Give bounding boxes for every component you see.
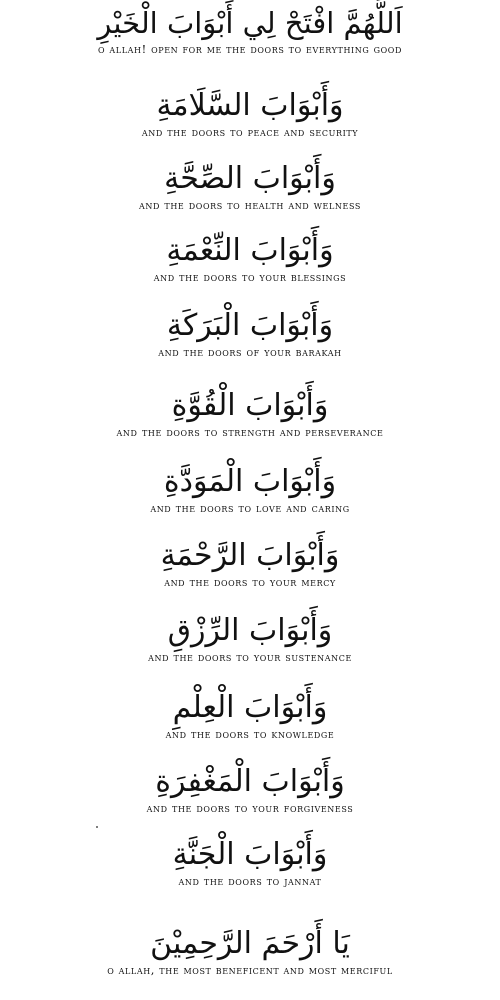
dua-verse [0,307,500,360]
dua-verse [0,689,500,742]
english-translation: and the doors to peace and security [141,125,359,139]
arabic-line: وَأَبْوَابَ الرَّحْمَةِ [160,538,340,573]
english-translation: and the doors of your barakah [158,345,342,359]
arabic-line: وَأَبْوَابَ الْجَنَّةِ [172,837,328,872]
arabic-line: وَأَبْوَابَ الصِّحَّةِ [164,161,336,196]
arabic-line: وَأَبْوَابَ الْمَوَدَّةِ [163,464,337,499]
english-translation: and the doors to jannat [178,874,322,888]
dua-verse [0,387,500,440]
english-translation: and the doors to strength and perseverance [116,425,384,439]
english-translation: and the doors to your forgiveness [146,801,354,815]
english-translation: and the doors to your blessings [153,270,347,284]
arabic-line: وَأَبْوَابَ الْبَرَكَةِ [166,308,334,343]
english-translation: o allah, the most beneficent and most merciful [107,963,393,977]
arabic-line: وَأَبْوَابَ الْعِلْمِ [172,690,328,725]
closing-verse [0,925,500,978]
dua-verse [0,4,500,57]
dua-verse [0,612,500,665]
english-translation: and the doors to your mercy [164,575,336,589]
dua-verse [0,836,500,889]
english-translation: and the doors to love and caring [150,501,350,515]
arabic-line: وَأَبْوَابَ السَّلَامَةِ [156,88,344,123]
ink-speck [96,826,98,828]
arabic-line: وَأَبْوَابَ الْقُوَّةِ [171,388,329,423]
arabic-line: اَللَّهُمَّ افْتَحْ لِي أَبْوَابَ الْخَيْرِ [97,6,403,40]
english-translation: and the doors to health and welness [139,198,361,212]
dua-verse [0,763,500,816]
english-translation: and the doors to your sustenance [148,650,352,664]
arabic-line: وَأَبْوَابَ الرِّزْقِ [167,613,333,648]
dua-verse [0,463,500,516]
arabic-line: يَا أَرْحَمَ الرَّحِمِيْنَ [150,926,350,961]
english-translation: and the doors to knowledge [165,727,335,741]
arabic-line: وَأَبْوَابَ النِّعْمَةِ [166,233,334,268]
dua-verse [0,232,500,285]
dua-verse [0,160,500,213]
arabic-line: وَأَبْوَابَ الْمَغْفِرَةِ [155,764,345,799]
english-translation: o allah! open for me the doors to everything good [98,42,402,56]
dua-verse [0,87,500,140]
dua-verse [0,537,500,590]
